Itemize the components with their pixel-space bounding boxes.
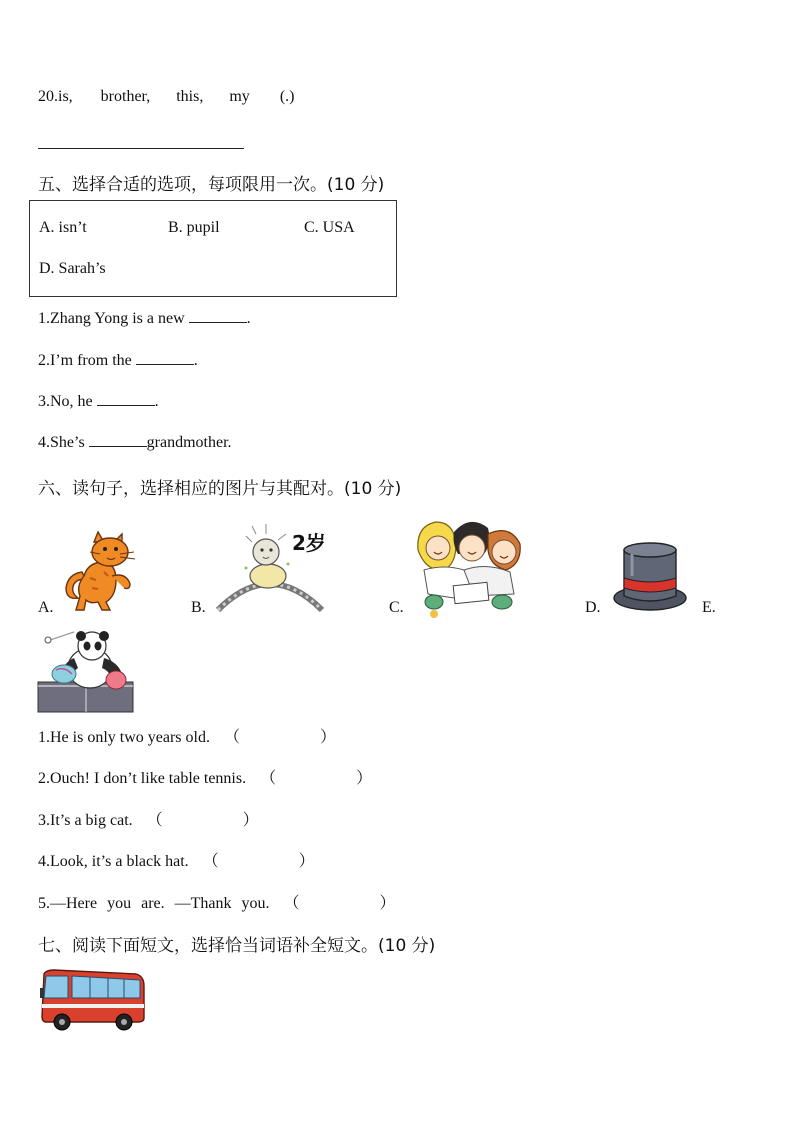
picture-label-b: B. bbox=[191, 599, 206, 616]
section6-question bbox=[38, 807, 297, 830]
q20-word: my bbox=[229, 88, 250, 105]
section5-title: 五、选择合适的选项，每项限用一次。(10 分) bbox=[38, 175, 385, 195]
question-text-end: . bbox=[193, 352, 198, 369]
bus-picture bbox=[38, 968, 146, 1032]
section6-question bbox=[38, 890, 434, 913]
section7-title: 七、阅读下面短文，选择恰当词语补全短文。(10 分) bbox=[38, 936, 436, 956]
option-a: A. isn’t bbox=[39, 219, 87, 236]
answer-blank[interactable] bbox=[89, 432, 147, 447]
option-b: B. pupil bbox=[168, 219, 220, 236]
q20-word: is, bbox=[58, 88, 73, 105]
question-text-end: . bbox=[246, 310, 251, 327]
children-picture bbox=[414, 514, 524, 616]
section6-title: 六、读句子，选择相应的图片与其配对。(10 分) bbox=[38, 479, 402, 499]
q20-word: this, bbox=[176, 88, 204, 105]
picture-label-e: E. bbox=[702, 599, 716, 616]
option-c: C. USA bbox=[304, 219, 355, 236]
q20-number: 20. bbox=[38, 88, 58, 105]
baby-picture bbox=[216, 518, 328, 614]
cat-picture bbox=[60, 532, 140, 614]
answer-paren[interactable]: （ ） bbox=[283, 895, 434, 912]
picture-label-c: C. bbox=[389, 599, 404, 616]
question-text: 4.She’s bbox=[38, 434, 89, 451]
question-text: 2.I’m from the bbox=[38, 352, 136, 369]
answer-paren[interactable]: （ ） bbox=[223, 729, 374, 746]
answer-paren[interactable]: （ ） bbox=[260, 770, 411, 787]
option-d: D. Sarah’s bbox=[39, 260, 106, 277]
q20-answer-line[interactable] bbox=[38, 148, 244, 149]
q20-word: brother, bbox=[100, 88, 151, 105]
answer-blank[interactable] bbox=[97, 391, 155, 406]
options-box bbox=[29, 200, 397, 297]
section6-question bbox=[38, 724, 374, 747]
picture-label-a: A. bbox=[38, 599, 54, 616]
answer-paren[interactable]: （ ） bbox=[202, 853, 353, 870]
question-text-end: grandmother. bbox=[146, 434, 232, 451]
section6-question bbox=[38, 765, 410, 788]
section5-question bbox=[38, 308, 251, 328]
answer-blank[interactable] bbox=[189, 308, 247, 323]
answer-blank[interactable] bbox=[136, 350, 194, 365]
age-badge: 2岁 bbox=[292, 531, 326, 555]
question-text: 2.Ouch! I don’t like table tennis. bbox=[38, 770, 247, 787]
question-text-end: . bbox=[154, 393, 159, 410]
question-text: 3.It’s a big cat. bbox=[38, 812, 133, 829]
section6-question bbox=[38, 848, 353, 871]
picture-label-d: D. bbox=[585, 599, 601, 616]
question-text: 1.He is only two years old. bbox=[38, 729, 210, 746]
q20-line bbox=[38, 88, 294, 106]
answer-paren[interactable]: （ ） bbox=[146, 812, 297, 829]
hat-picture bbox=[612, 540, 688, 614]
section5-question bbox=[38, 391, 159, 411]
panda-table-tennis-picture bbox=[38, 628, 133, 712]
question-text: 3.No, he bbox=[38, 393, 97, 410]
question-text: 4.Look, it’s a black hat. bbox=[38, 853, 189, 870]
question-text: 5.—Here you are. —Thank you. bbox=[38, 895, 270, 912]
question-text: 1.Zhang Yong is a new bbox=[38, 310, 189, 327]
section5-question bbox=[38, 432, 232, 452]
q20-word: (.) bbox=[279, 88, 295, 105]
section5-question bbox=[38, 350, 198, 370]
